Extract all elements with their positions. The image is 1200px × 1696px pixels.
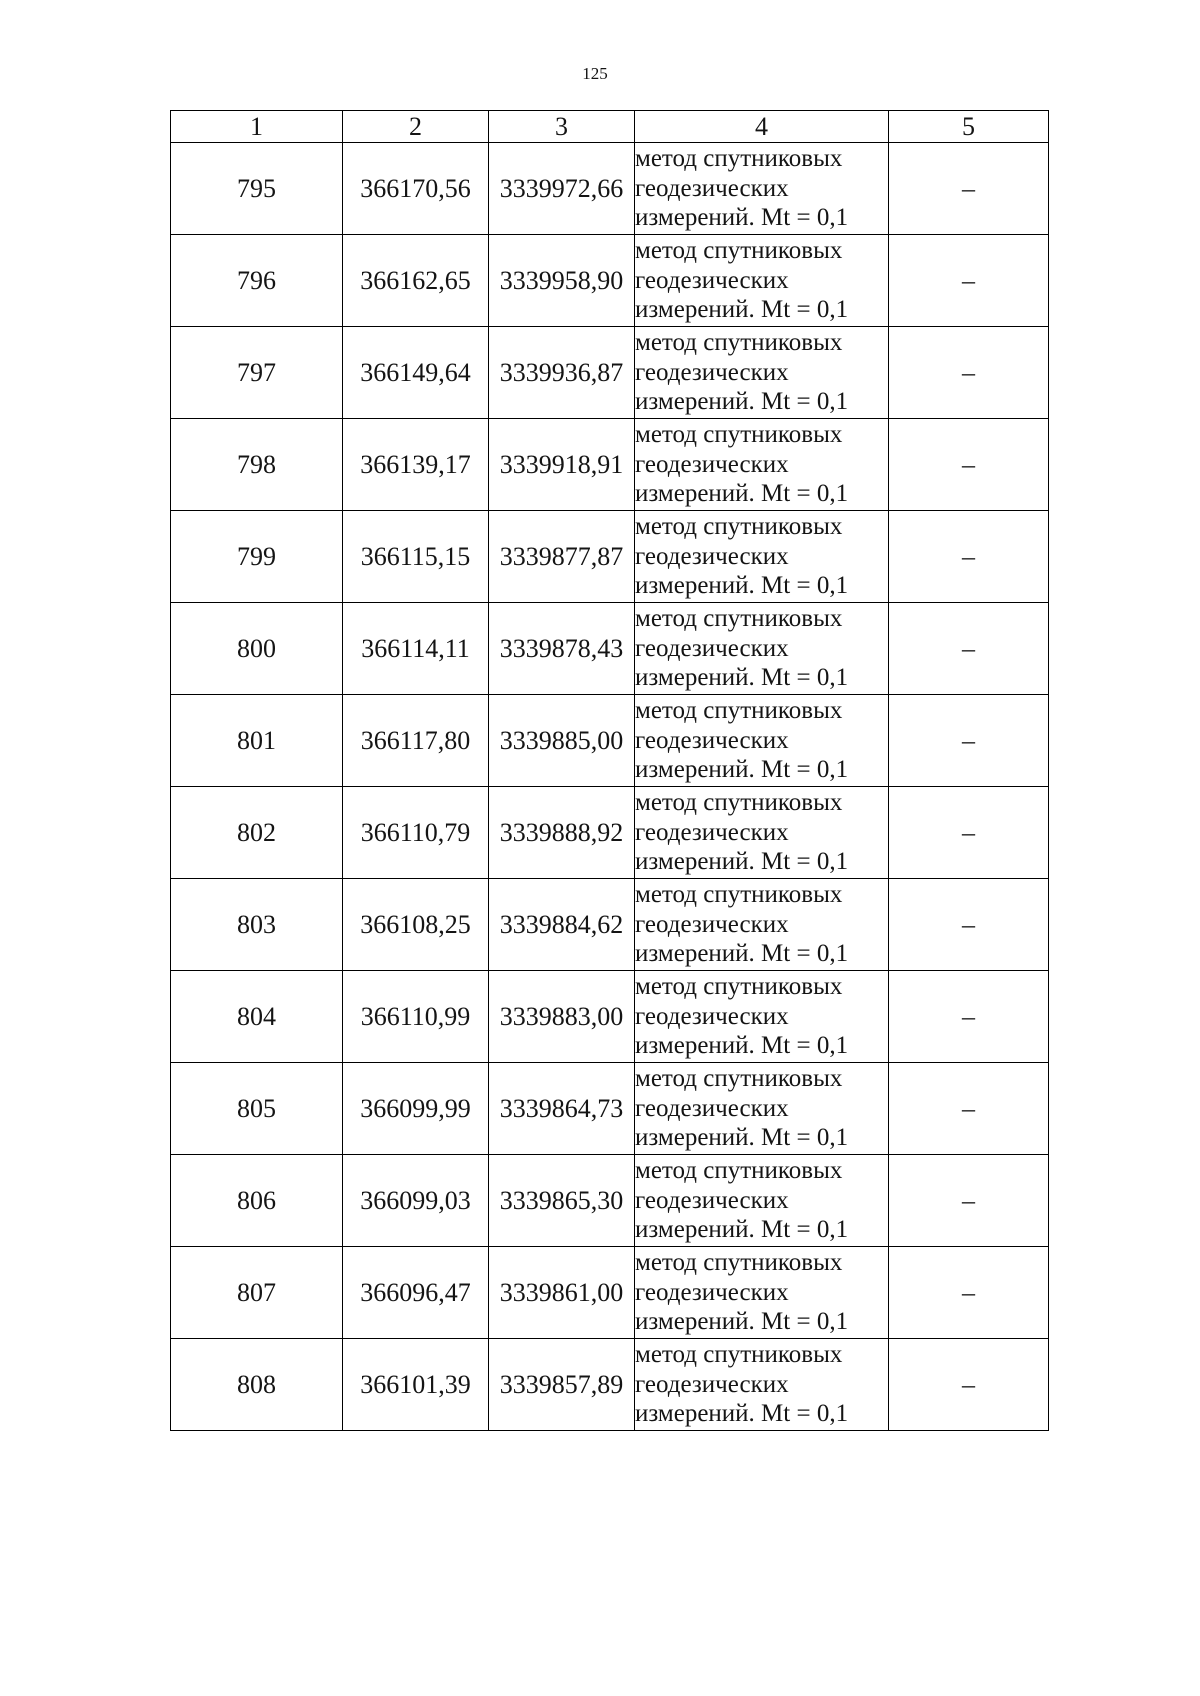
method-line: геодезических [635, 910, 789, 938]
method-line: метод спутниковых [635, 421, 843, 449]
cell-y-coordinate: 3339865,30 [489, 1155, 635, 1247]
cell-x-coordinate: 366101,39 [343, 1339, 489, 1431]
table-row [171, 1063, 1049, 1155]
cell-description: – [889, 419, 1049, 511]
header-cell-2: 2 [343, 111, 489, 143]
cell-description: – [889, 1155, 1049, 1247]
method-line: геодезических [635, 450, 789, 478]
cell-x-coordinate: 366170,56 [343, 143, 489, 235]
cell-x-coordinate: 366110,99 [343, 971, 489, 1063]
cell-method [635, 879, 889, 971]
method-line: метод спутниковых [635, 973, 843, 1001]
cell-x-coordinate: 366117,80 [343, 695, 489, 787]
cell-x-coordinate: 366096,47 [343, 1247, 489, 1339]
cell-method [635, 143, 889, 235]
cell-x-coordinate: 366139,17 [343, 419, 489, 511]
method-line: измерений. Mt = 0,1 [635, 480, 849, 508]
header-cell-4: 4 [635, 111, 889, 143]
cell-point-number: 798 [171, 419, 343, 511]
cell-point-number: 800 [171, 603, 343, 695]
method-line: измерений. Mt = 0,1 [635, 940, 849, 968]
cell-point-number: 808 [171, 1339, 343, 1431]
cell-y-coordinate: 3339884,62 [489, 879, 635, 971]
cell-point-number: 805 [171, 1063, 343, 1155]
cell-description: – [889, 1339, 1049, 1431]
cell-description: – [889, 1063, 1049, 1155]
table-row [171, 143, 1049, 235]
method-line: геодезических [635, 1278, 789, 1306]
cell-point-number: 801 [171, 695, 343, 787]
method-line: измерений. Mt = 0,1 [635, 204, 849, 232]
method-line: измерений. Mt = 0,1 [635, 1032, 849, 1060]
cell-method [635, 419, 889, 511]
cell-description: – [889, 143, 1049, 235]
cell-method [635, 971, 889, 1063]
cell-description: – [889, 603, 1049, 695]
method-line: измерений. Mt = 0,1 [635, 1400, 849, 1428]
method-line: метод спутниковых [635, 145, 843, 173]
cell-description: – [889, 235, 1049, 327]
cell-point-number: 802 [171, 787, 343, 879]
cell-description: – [889, 971, 1049, 1063]
cell-method [635, 1339, 889, 1431]
cell-method [635, 235, 889, 327]
cell-description: – [889, 879, 1049, 971]
method-line: геодезических [635, 542, 789, 570]
cell-x-coordinate: 366110,79 [343, 787, 489, 879]
cell-point-number: 804 [171, 971, 343, 1063]
cell-x-coordinate: 366099,03 [343, 1155, 489, 1247]
method-line: метод спутниковых [635, 1341, 843, 1369]
cell-description: – [889, 327, 1049, 419]
cell-y-coordinate: 3339936,87 [489, 327, 635, 419]
cell-y-coordinate: 3339888,92 [489, 787, 635, 879]
table-row [171, 787, 1049, 879]
header-cell-5: 5 [889, 111, 1049, 143]
cell-x-coordinate: 366115,15 [343, 511, 489, 603]
cell-y-coordinate: 3339877,87 [489, 511, 635, 603]
table-row [171, 1155, 1049, 1247]
cell-y-coordinate: 3339918,91 [489, 419, 635, 511]
table-body [171, 143, 1049, 1431]
method-line: измерений. Mt = 0,1 [635, 1216, 849, 1244]
method-line: метод спутниковых [635, 789, 843, 817]
cell-method [635, 695, 889, 787]
cell-point-number: 807 [171, 1247, 343, 1339]
method-line: измерений. Mt = 0,1 [635, 296, 849, 324]
method-line: метод спутниковых [635, 1065, 843, 1093]
table-row [171, 511, 1049, 603]
method-line: измерений. Mt = 0,1 [635, 1124, 849, 1152]
cell-point-number: 799 [171, 511, 343, 603]
table-row [171, 235, 1049, 327]
table-row [171, 1339, 1049, 1431]
coordinates-table [170, 110, 1049, 1431]
table-row [171, 1247, 1049, 1339]
method-line: геодезических [635, 1370, 789, 1398]
cell-method [635, 511, 889, 603]
method-line: геодезических [635, 1094, 789, 1122]
cell-y-coordinate: 3339972,66 [489, 143, 635, 235]
method-line: измерений. Mt = 0,1 [635, 664, 849, 692]
cell-point-number: 795 [171, 143, 343, 235]
cell-y-coordinate: 3339958,90 [489, 235, 635, 327]
page-number: 125 [582, 64, 608, 83]
cell-description: – [889, 787, 1049, 879]
table-header-row [171, 111, 1049, 143]
header-cell-1: 1 [171, 111, 343, 143]
method-line: измерений. Mt = 0,1 [635, 756, 849, 784]
cell-y-coordinate: 3339878,43 [489, 603, 635, 695]
cell-point-number: 806 [171, 1155, 343, 1247]
method-line: метод спутниковых [635, 605, 843, 633]
cell-x-coordinate: 366149,64 [343, 327, 489, 419]
method-line: геодезических [635, 1186, 789, 1214]
cell-point-number: 803 [171, 879, 343, 971]
method-line: измерений. Mt = 0,1 [635, 388, 849, 416]
method-line: геодезических [635, 726, 789, 754]
cell-y-coordinate: 3339883,00 [489, 971, 635, 1063]
method-line: геодезических [635, 634, 789, 662]
method-line: измерений. Mt = 0,1 [635, 1308, 849, 1336]
table-row [171, 327, 1049, 419]
cell-y-coordinate: 3339885,00 [489, 695, 635, 787]
method-line: метод спутниковых [635, 237, 843, 265]
cell-method [635, 1063, 889, 1155]
method-line: метод спутниковых [635, 513, 843, 541]
cell-method [635, 1247, 889, 1339]
cell-x-coordinate: 366108,25 [343, 879, 489, 971]
cell-point-number: 796 [171, 235, 343, 327]
method-line: метод спутниковых [635, 697, 843, 725]
method-line: геодезических [635, 358, 789, 386]
cell-description: – [889, 511, 1049, 603]
cell-y-coordinate: 3339861,00 [489, 1247, 635, 1339]
method-line: геодезических [635, 818, 789, 846]
cell-x-coordinate: 366099,99 [343, 1063, 489, 1155]
cell-description: – [889, 695, 1049, 787]
cell-y-coordinate: 3339857,89 [489, 1339, 635, 1431]
cell-method [635, 787, 889, 879]
method-line: измерений. Mt = 0,1 [635, 572, 849, 600]
cell-method [635, 1155, 889, 1247]
cell-y-coordinate: 3339864,73 [489, 1063, 635, 1155]
method-line: геодезических [635, 174, 789, 202]
method-line: метод спутниковых [635, 329, 843, 357]
method-line: геодезических [635, 1002, 789, 1030]
table-row [171, 695, 1049, 787]
table-row [171, 971, 1049, 1063]
method-line: метод спутниковых [635, 1249, 843, 1277]
table-row [171, 419, 1049, 511]
method-line: измерений. Mt = 0,1 [635, 848, 849, 876]
method-line: метод спутниковых [635, 1157, 843, 1185]
header-cell-3: 3 [489, 111, 635, 143]
cell-point-number: 797 [171, 327, 343, 419]
method-line: метод спутниковых [635, 881, 843, 909]
cell-description: – [889, 1247, 1049, 1339]
cell-method [635, 327, 889, 419]
table-row [171, 603, 1049, 695]
cell-method [635, 603, 889, 695]
cell-x-coordinate: 366114,11 [343, 603, 489, 695]
method-line: геодезических [635, 266, 789, 294]
table-row [171, 879, 1049, 971]
cell-x-coordinate: 366162,65 [343, 235, 489, 327]
